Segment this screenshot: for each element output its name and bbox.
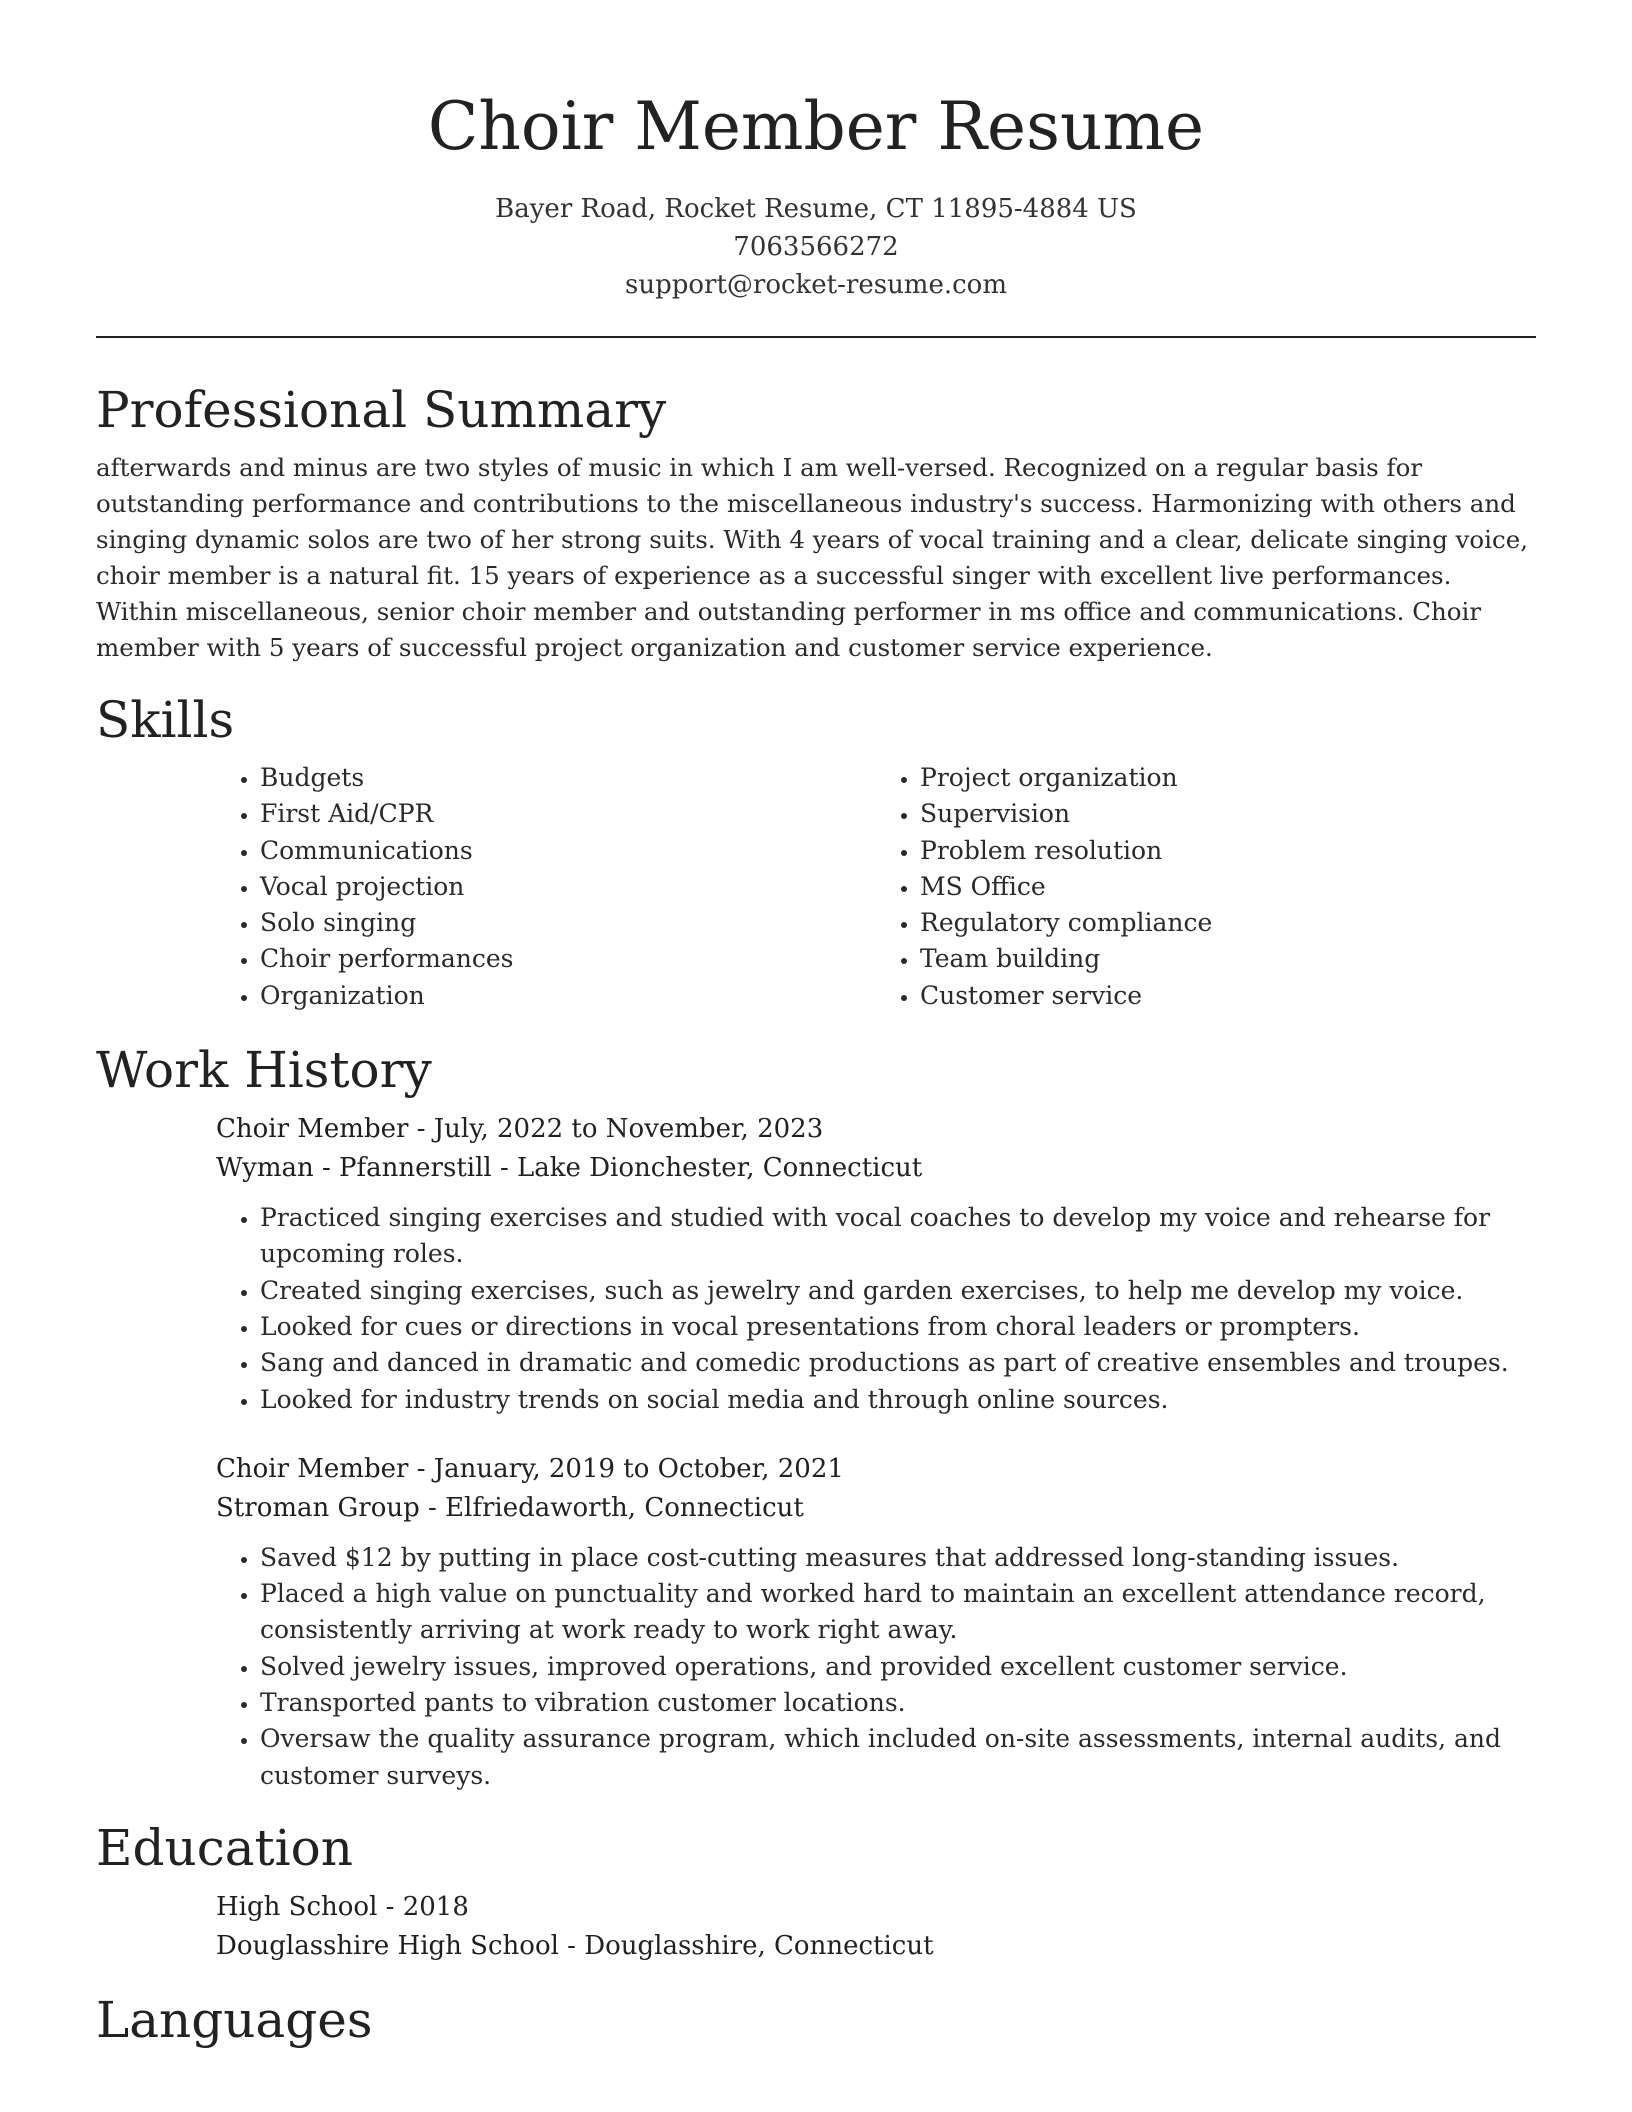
job-bullet: • Practiced singing exercises and studied with vocal coaches to develop my voice and rehearse for upcoming roles. <box>260 1200 1536 1273</box>
resume-header <box>96 0 1536 304</box>
skill-item: • Solo singing <box>260 905 876 941</box>
job-bullet: • Placed a high value on punctuality and worked hard to maintain an excellent attendance record, consistently arriving at work ready to work right away. <box>260 1576 1536 1649</box>
summary-text: afterwards and minus are two styles of music in which I am well-versed. Recognized on a regular basis for outstanding performance and contributions to the miscellaneous industry's success. Harmonizing with others and singing dynamic solos are two of her strong suits. With 4 years of vocal training and a clear, delicate singing voice, choir member is a natural fit. 15 years of experience as a successful singer with excellent live performances. Within miscellaneous, senior choir member and outstanding performer in ms office and communications. Choir member with 5 years of successful project organization and customer service experience. <box>96 453 1528 662</box>
education-degree-line <box>216 1888 1536 1927</box>
job-entry <box>216 1110 1536 1418</box>
skill-item: • Problem resolution <box>920 833 1536 869</box>
skill-item: • Customer service <box>920 978 1536 1014</box>
education-school-line <box>216 1927 1536 1966</box>
job-entry <box>216 1450 1536 1794</box>
job-company: Stroman Group <box>216 1492 420 1523</box>
skill-item: • MS Office <box>920 869 1536 905</box>
education-location: - Douglasshire, Connecticut <box>558 1930 934 1961</box>
skill-item: • Choir performances <box>260 941 876 977</box>
address: Bayer Road, Rocket Resume, CT 11895-4884 US <box>495 194 1137 224</box>
skill-item: • First Aid/CPR <box>260 796 876 832</box>
summary-section <box>96 378 1536 666</box>
work-heading: Work History <box>96 1041 432 1100</box>
job-company-line <box>216 1149 1536 1188</box>
job-position: Choir Member <box>216 1114 409 1145</box>
job-dates: - July, 2022 to November, 2023 <box>408 1114 824 1145</box>
job-bullet: • Looked for cues or directions in vocal presentations from choral leaders or prompters. <box>260 1309 1536 1345</box>
skill-item: • Communications <box>260 833 876 869</box>
skill-item: • Vocal projection <box>260 869 876 905</box>
skill-item: • Organization <box>260 978 876 1014</box>
job-bullet: • Solved jewelry issues, improved operations, and provided excellent customer service. <box>260 1649 1536 1685</box>
job-bullet: • Created singing exercises, such as jewelry and garden exercises, to help me develop my voice. <box>260 1273 1536 1309</box>
education-degree: High School <box>216 1891 378 1922</box>
education-section <box>96 1816 1536 1966</box>
job-bullet: • Sang and danced in dramatic and comedic productions as part of creative ensembles and troupes. <box>260 1345 1536 1381</box>
education-entry <box>216 1888 1536 1966</box>
skills-heading: Skills <box>96 691 235 749</box>
work-section <box>96 1038 1536 1794</box>
job-location: - Lake Dionchester, Connecticut <box>491 1153 923 1184</box>
job-location: - Elfriedaworth, Connecticut <box>419 1492 804 1523</box>
skill-item: • Project organization <box>920 760 1536 796</box>
resume-title: Choir Member Resume <box>427 88 1205 165</box>
skill-item: • Supervision <box>920 796 1536 832</box>
job-bullet: • Transported pants to vibration customer locations. <box>260 1685 1536 1721</box>
education-heading: Education <box>96 1818 353 1877</box>
languages-heading: Languages <box>96 1990 373 2049</box>
summary-heading: Professional Summary <box>96 381 667 439</box>
skill-item: • Team building <box>920 941 1536 977</box>
education-year: - 2018 <box>377 1891 469 1922</box>
skill-item: • Regulatory compliance <box>920 905 1536 941</box>
phone: 7063566272 <box>733 232 899 262</box>
job-bullets <box>216 1200 1536 1418</box>
skills-list <box>216 760 1536 1014</box>
job-title-line <box>216 1450 1536 1489</box>
skills-section <box>96 688 1536 1014</box>
skills-column-left <box>216 760 876 1014</box>
skill-item: • Budgets <box>260 760 876 796</box>
languages-section <box>96 1988 1536 2052</box>
skills-column-right <box>876 760 1536 1014</box>
header-divider <box>96 336 1536 338</box>
job-company: Wyman - Pfannerstill <box>216 1153 492 1184</box>
job-position: Choir Member <box>216 1453 409 1484</box>
job-dates: - January, 2019 to October, 2021 <box>408 1453 844 1484</box>
job-bullets <box>216 1540 1536 1794</box>
resume-page <box>96 0 1536 2052</box>
job-bullet: • Oversaw the quality assurance program, which included on-site assessments, internal audits, and customer surveys. <box>260 1721 1536 1794</box>
job-title-line <box>216 1110 1536 1149</box>
email: support@rocket-resume.com <box>624 270 1007 300</box>
job-company-line <box>216 1489 1536 1528</box>
education-school: Douglasshire High School <box>216 1930 559 1961</box>
job-bullet: • Looked for industry trends on social media and through online sources. <box>260 1382 1536 1418</box>
job-bullet: • Saved $12 by putting in place cost-cutting measures that addressed long-standing issues. <box>260 1540 1536 1576</box>
